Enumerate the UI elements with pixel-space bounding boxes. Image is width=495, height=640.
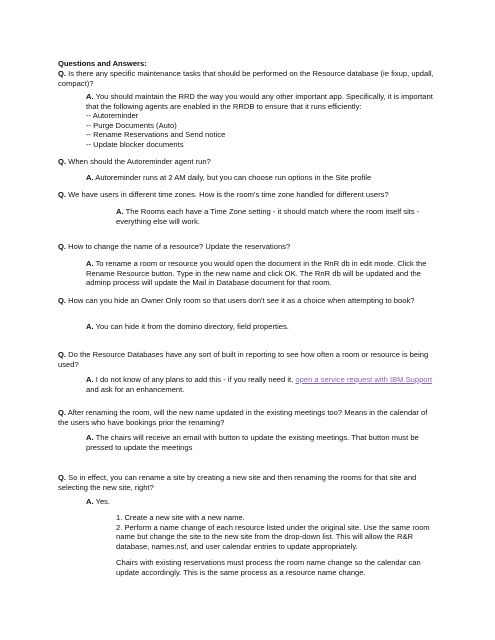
answer-label: A. [86,92,94,101]
question-text: When should the Autoreminder agent run? [68,157,211,166]
answer-text: To rename a room or resource you would open the document in the RnR db in edit mode. Click the Rename Resource button. Type in the new name and click OK. The RnR db will be updated and the adminp process will update the Mail in Database document for that room. [86,259,427,288]
question-label: Q. [58,242,67,251]
question-text: So in effect, you can rename a site by creating a new site and then renaming the rooms for that site and selecting the new site, right? [58,473,417,492]
question-5 [58,296,438,306]
answer-label: A. [116,207,124,216]
answer-1 [86,92,436,150]
question-text: Do the Resource Databases have any sort of built in reporting to see how often a room or resource is being used? [58,350,429,369]
answer-7 [86,433,436,452]
answer-label: A. [86,322,94,331]
answer-text: I do not know of any plans to add this - if you really need it, [95,375,294,384]
answer-label: A. [86,497,94,506]
answer-2 [86,173,436,183]
answer-text: Autoreminder runs at 2 AM daily, but you can choose run options in the Site profile [95,173,372,182]
answer-text: You should maintain the RRD the way you would any other important app. Specifically, it is important that the following agents are enabled in the RRDB to ensure that it runs efficiently: [86,92,433,111]
list-item: -- Purge Documents (Auto) [86,120,177,130]
section-heading: Questions and Answers: [58,59,147,68]
list-item: -- Autoreminder [86,111,139,121]
question-label: Q. [58,190,67,199]
answer-8-note [116,558,441,577]
question-text: After renaming the room, will the new name updated in the existing meetings too? Means in the calendar of the users who have bookings prior the renaming? [58,408,428,427]
answer-label: A. [86,173,94,182]
answer-4 [86,259,436,288]
answer-8 [86,497,436,507]
question-label: Q. [58,69,67,78]
answer-label: A. [86,259,94,268]
answer-text: The Rooms each have a Time Zone setting - it should match where the room itself sits - everything else will work. [116,207,420,226]
answer-text: The chairs will receive an email with button to update the existing meetings. That button must be pressed to update the meetings [86,433,419,452]
list-item: -- Update blocker documents [86,139,184,149]
answer-3 [116,207,441,226]
question-label: Q. [58,473,67,482]
question-3 [58,190,438,200]
answer-6 [86,375,436,394]
service-request-link[interactable]: open a service request with IBM Support [295,375,433,384]
step-item: 2. Perform a name change of each resource listed under the original site. Use the same room name but change the site to the new site from the drop-down list. This will allow the R&R database, names.nsf, and user calendar entries to update appropriately. [116,522,430,551]
question-7 [58,408,438,427]
question-2 [58,157,438,167]
question-text: Is there any specific maintenance tasks that should be performed on the Resource database (ie fixup, updall, compact)? [58,69,434,88]
list-item: -- Rename Reservations and Send notice [86,130,226,140]
question-label: Q. [58,157,67,166]
question-label: Q. [58,408,67,417]
answer-text: and ask for an enhancement. [86,384,185,394]
answer-text: You can hide it from the domino directory, field properties. [95,322,289,331]
question-text: We have users in different time zones. How is the room's time zone handled for different users? [68,190,389,199]
question-text: How to change the name of a resource? Update the reservations? [68,242,291,251]
answer-text: Yes. [95,497,111,506]
question-label: Q. [58,350,67,359]
answer-8-steps [116,513,441,551]
answer-text: Chairs with existing reservations must process the room name change so the calendar can update accordingly. This is the same process as a resource name change. [116,558,421,577]
question-1 [58,69,438,88]
answer-label: A. [86,375,94,384]
question-4 [58,242,438,252]
answer-5 [86,322,436,332]
answer-label: A. [86,433,94,442]
step-item: 1. Create a new site with a new name. [116,513,245,522]
question-8 [58,473,438,492]
question-text: How can you hide an Owner Only room so that users don't see it as a choice when attempting to book? [68,296,415,305]
question-6 [58,350,438,369]
question-label: Q. [58,296,67,305]
